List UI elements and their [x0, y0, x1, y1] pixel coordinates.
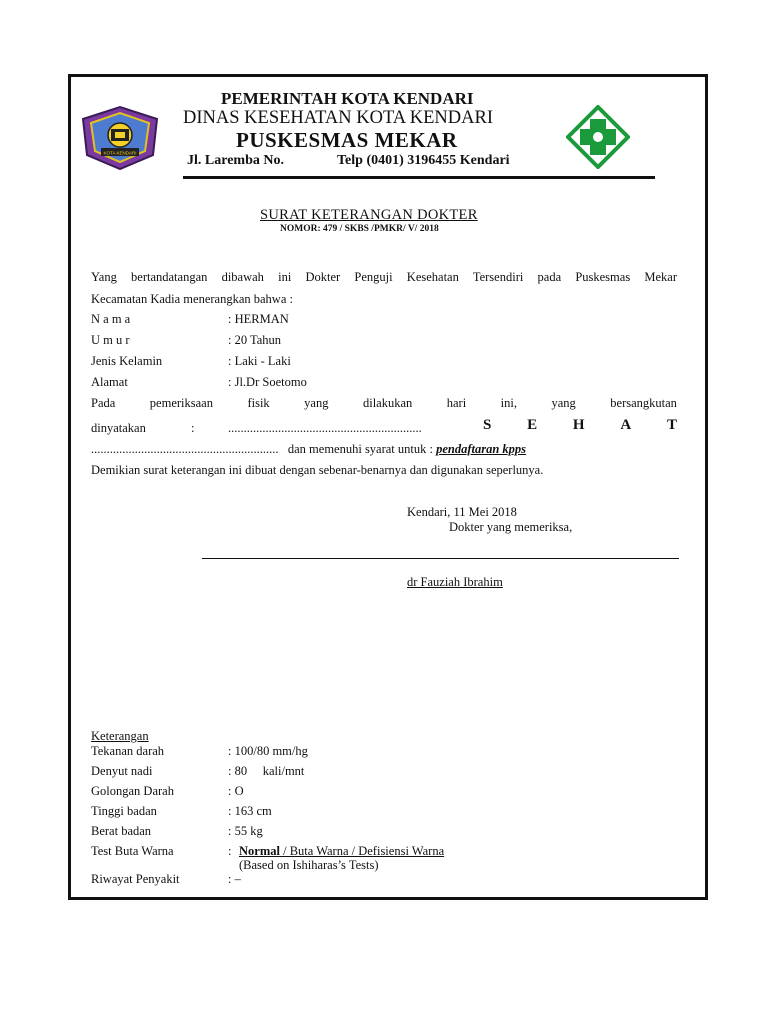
result-letter: T [666, 417, 677, 433]
crest-banner-text: KOTA KENDARI [103, 150, 137, 156]
result-letter: S [483, 417, 492, 433]
note-blood-type-value: : O [228, 784, 244, 798]
field-gender-value: : Laki - Laki [228, 354, 291, 368]
result-letters [483, 417, 677, 434]
note-blood-pressure-value: : 100/80 mm/hg [228, 744, 308, 758]
note-color-test-colon: : [228, 844, 232, 858]
header-phone: Telp (0401) 3196455 Kendari [337, 153, 510, 168]
note-color-test-reference: (Based on Ishiharas’s Tests) [239, 858, 379, 872]
exam-word: Pada [91, 396, 116, 410]
note-height-value: : 163 cm [228, 804, 272, 818]
puskesmas-cross-icon [566, 105, 630, 169]
intro-text-line2: Kecamatan Kadia menerangkan bahwa : [91, 292, 293, 306]
closing-statement: Demikian surat keterangan ini dibuat dengan sebenar-benarnya dan digunakan seperlunya. [91, 463, 544, 477]
signature-role: Dokter yang memeriksa, [449, 520, 573, 534]
certificate-document [68, 74, 708, 900]
note-history-value: : – [228, 872, 241, 886]
exam-word: yang [551, 396, 576, 410]
color-test-other-options: / Buta Warna / Defisiensi Warna [279, 844, 445, 858]
result-letter: A [620, 417, 632, 433]
declared-label: dinyatakan [91, 421, 146, 435]
header-address: Jl. Laremba No. [187, 153, 284, 168]
signature-place-date: Kendari, 11 Mei 2018 [407, 505, 517, 519]
color-test-selected: Normal [239, 844, 280, 858]
declared-dots: .............................................................. [228, 421, 422, 435]
note-blood-pressure-label: Tekanan darah [91, 744, 165, 758]
exam-word: hari [446, 396, 467, 410]
field-address-label: Alamat [91, 375, 128, 389]
result-letter: E [527, 417, 538, 433]
declared-colon: : [191, 421, 195, 435]
intro-text-line1: Yang bertandatangan dibawah ini Dokter Penguji Kesehatan Tersendiri pada Puskesmas Mekar [91, 270, 677, 284]
exam-word: pemeriksaan [149, 396, 213, 410]
note-weight-label: Berat badan [91, 824, 152, 838]
field-age-label: U m u r [91, 333, 130, 347]
note-blood-type-label: Golongan Darah [91, 784, 174, 798]
doctor-name: dr Fauziah Ibrahim [407, 575, 503, 589]
header-divider [183, 176, 655, 179]
notes-heading: Keterangan [91, 729, 149, 743]
field-gender-label: Jenis Kelamin [91, 354, 163, 368]
city-crest-icon [79, 105, 161, 171]
field-address-value: : Jl.Dr Soetomo [228, 375, 307, 389]
note-color-test-label: Test Buta Warna [91, 844, 174, 858]
note-history-label: Riwayat Penyakit [91, 872, 180, 886]
exam-word: bersangkutan [610, 396, 677, 410]
signature-line [202, 558, 679, 559]
exam-word: fisik [247, 396, 270, 410]
note-weight-value: : 55 kg [228, 824, 263, 838]
purpose-line [91, 442, 526, 457]
exam-word: dilakukan [362, 396, 413, 410]
purpose-value: pendaftaran kpps [436, 442, 527, 456]
note-color-test-options [239, 844, 444, 859]
header-clinic-name: PUSKESMAS MEKAR [236, 128, 458, 152]
meets-requirement-text: dan memenuhi syarat untuk : [287, 442, 433, 456]
field-age-value: : 20 Tahun [228, 333, 282, 347]
exam-sentence [91, 396, 677, 411]
header-agency: DINAS KESEHATAN KOTA KENDARI [183, 108, 493, 128]
document-title: SURAT KETERANGAN DOKTER [260, 207, 478, 223]
note-pulse-value: : 80 kali/mnt [228, 764, 305, 778]
field-name-label: N a m a [91, 312, 131, 326]
exam-word: ini, [500, 396, 517, 410]
note-pulse-label: Denyut nadi [91, 764, 153, 778]
result-letter: H [572, 417, 585, 433]
header-government: PEMERINTAH KOTA KENDARI [221, 89, 474, 108]
field-name-value: : HERMAN [228, 312, 289, 326]
exam-word: yang [304, 396, 329, 410]
note-height-label: Tinggi badan [91, 804, 157, 818]
purpose-dots: ............................................................ [91, 442, 279, 456]
document-number: NOMOR: 479 / SKBS /PMKR/ V/ 2018 [280, 224, 439, 234]
